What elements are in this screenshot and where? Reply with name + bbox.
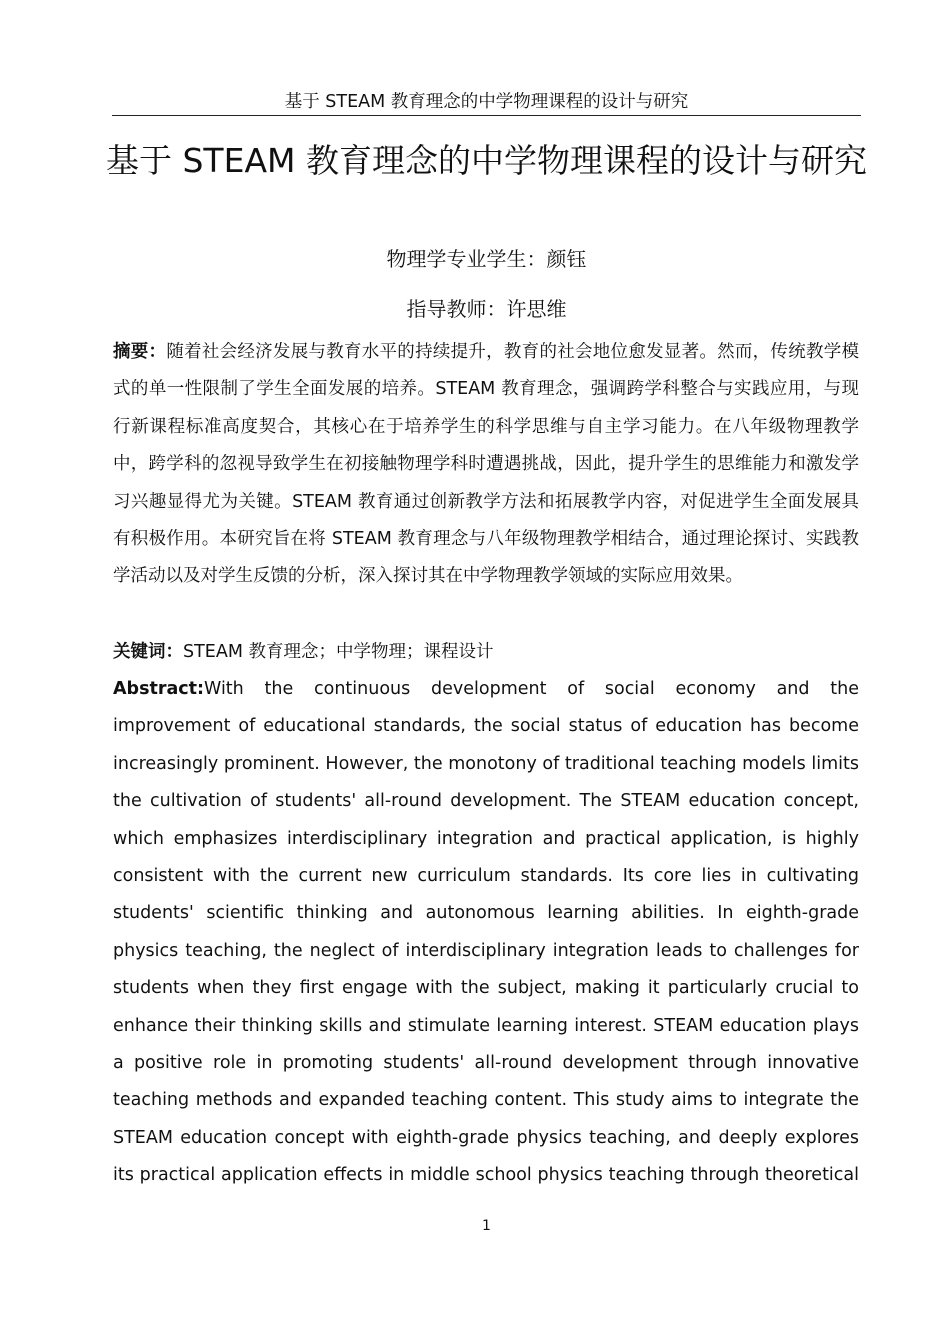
page-title: 基于 STEAM 教育理念的中学物理课程的设计与研究	[106, 141, 867, 180]
keywords-cn-text: STEAM 教育理念；中学物理；课程设计	[183, 642, 494, 662]
abstract-en	[113, 671, 859, 1195]
abstract-cn-label: 摘要：	[113, 342, 167, 362]
page-number: 1	[482, 1218, 491, 1234]
abstract-en-text: With the continuous development of social economy and the improvement of educational standards, the social status of education has become increasingly prominent. However, the monotony of traditional teaching models limits the cultivation of students' all-round development. The STEAM education concept, which emphasizes interdisciplinary integration and practical application, is highly consistent with the current new curriculum standards. Its core lies in cultivating students' scientific thinking and autonomous learning abilities. In eighth-grade physics teaching, the neglect of interdisciplinary integration leads to challenges for students when they first engage with the subject, making it particularly crucial to enhance their thinking skills and stimulate learning interest. STEAM education plays a positive role in promoting students' all-round development through innovative teaching methods and expanded teaching content. This study aims to integrate the STEAM education concept with eighth-grade physics teaching, and deeply explores its practical application effects in middle school physics teaching through theoretical	[113, 679, 859, 1186]
keywords-cn	[113, 634, 859, 671]
advisor-line: 指导教师：许思维	[406, 297, 567, 321]
abstract-cn	[113, 334, 859, 634]
running-header: 基于 STEAM 教育理念的中学物理课程的设计与研究	[284, 92, 689, 112]
abstract-en-label: Abstract:	[113, 679, 205, 699]
student-line: 物理学专业学生：颜钰	[386, 247, 587, 271]
abstract-cn-text: 随着社会经济发展与教育水平的持续提升，教育的社会地位愈发显著。然而，传统教学模式的单一性限制了学生全面发展的培养。STEAM 教育理念，强调跨学科整合与实践应用，与现行新课程标准高度契合，其核心在于培养学生的科学思维与自主学习能力。在八年级物理教学中，跨学科的忽视导致学生在初接触物理学科时遭遇挑战，因此，提升学生的思维能力和激发学习兴趣显得尤为关键。STEAM 教育通过创新教学方法和拓展教学内容，对促进学生全面发展具有积极作用。本研究旨在将 STEAM 教育理念与八年级物理教学相结合，通过理论探讨、实践教学活动以及对学生反馈的分析，深入探讨其在中学物理教学领域的实际应用效果。	[113, 342, 859, 587]
header-rule	[112, 115, 861, 116]
keywords-cn-label: 关键词：	[113, 642, 183, 662]
